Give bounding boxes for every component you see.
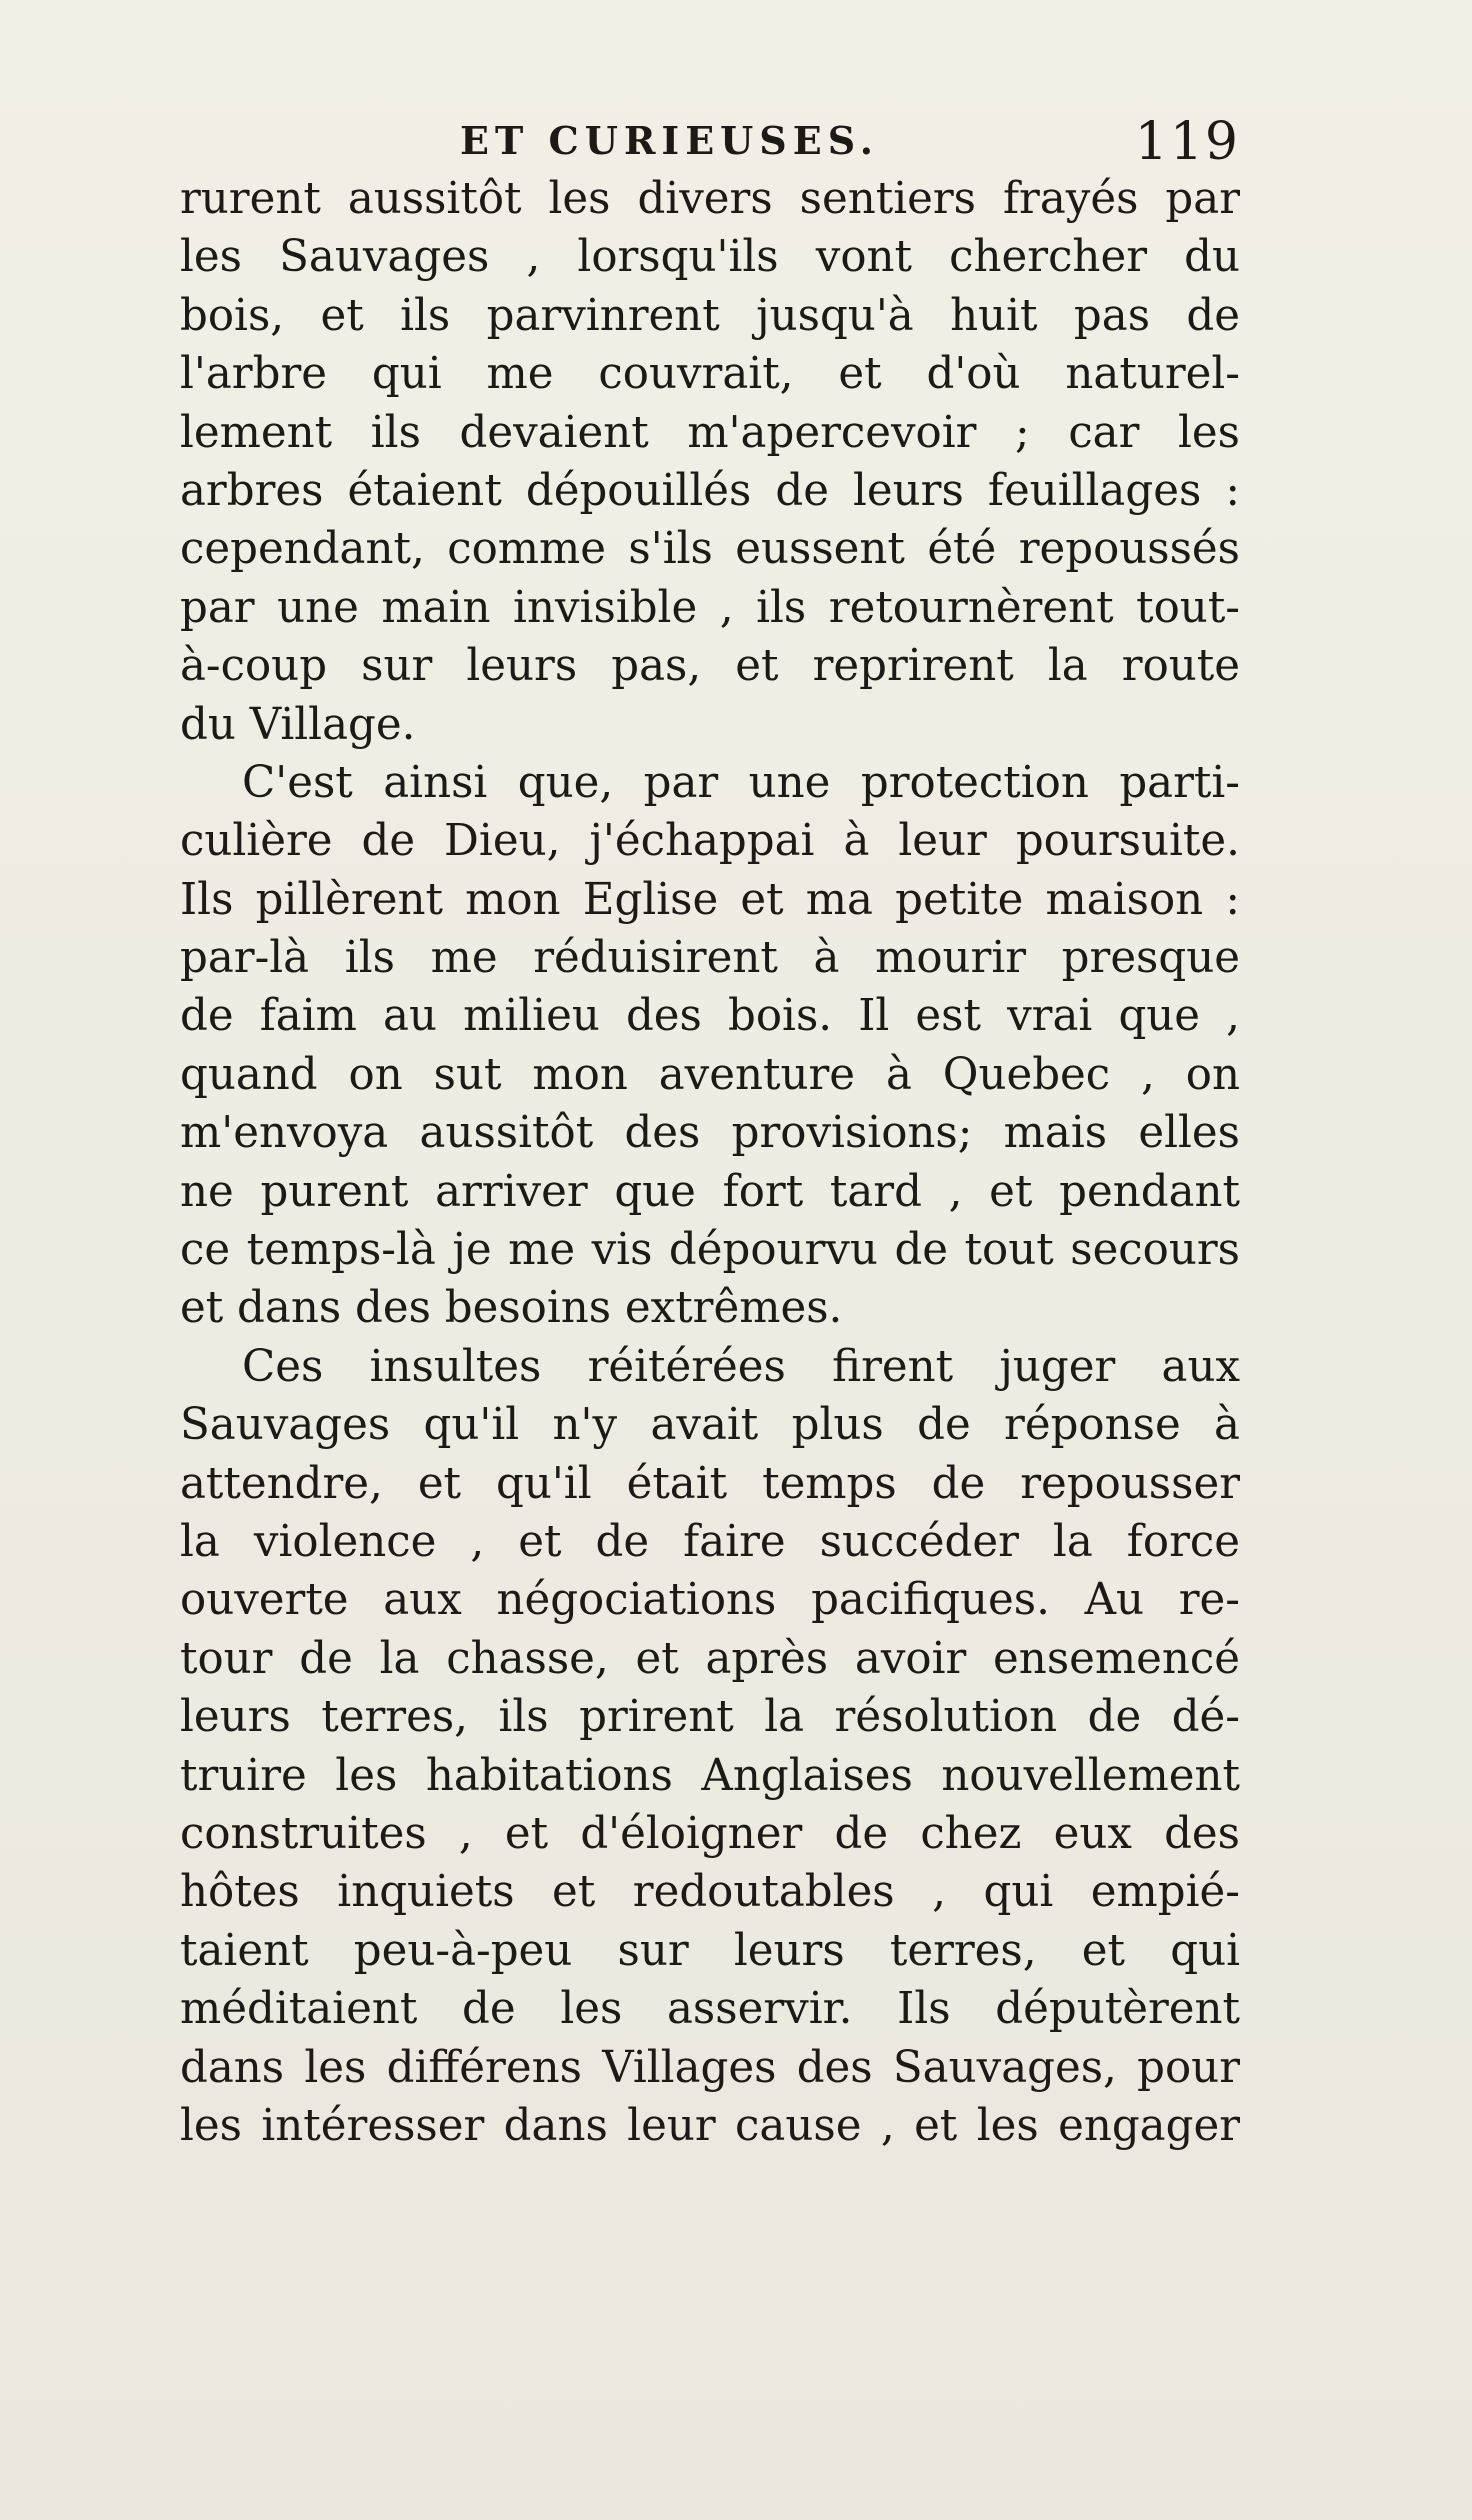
text-line: leurs terres, ils prirent la résolution de dé- [180, 1692, 1240, 1743]
text-line: ce temps-là je me vis dépourvu de tout secours [180, 1225, 1240, 1276]
text-line: méditaient de les asservir. Ils députèrent [180, 1984, 1240, 2035]
text-line: du Village. [180, 699, 416, 750]
text-line: à-coup sur leurs pas, et reprirent la route [180, 641, 1240, 692]
text-line: de faim au milieu des bois. Il est vrai que , [180, 991, 1240, 1042]
text-line: les Sauvages , lorsqu'ils vont chercher du [180, 232, 1240, 283]
body-text [180, 170, 1240, 2155]
text-line: par-là ils me réduisirent à mourir presque [180, 933, 1240, 984]
text-line: quand on sut mon aventure à Quebec , on [180, 1049, 1240, 1100]
text-line: et dans des besoins extrêmes. [180, 1283, 843, 1334]
text-line: taient peu-à-peu sur leurs terres, et qui [180, 1925, 1240, 1976]
text-line: tour de la chasse, et après avoir ensemencé [180, 1633, 1240, 1684]
text-line: cependant, comme s'ils eussent été repoussés [180, 524, 1240, 575]
paragraph-start-line: C'est ainsi que, par une protection parti- [242, 757, 1240, 808]
text-line: construites , et d'éloigner de chez eux des [180, 1808, 1240, 1859]
running-head [180, 112, 1240, 178]
running-title: ET CURIEUSES. [460, 118, 880, 163]
text-line: Sauvages qu'il n'y avait plus de réponse à [180, 1400, 1240, 1451]
text-line: truire les habitations Anglaises nouvellement [180, 1750, 1240, 1801]
text-line: ouverte aux négociations pacifiques. Au re- [180, 1575, 1240, 1626]
text-line: culière de Dieu, j'échappai à leur poursuite. [180, 816, 1240, 867]
text-line: rurent aussitôt les divers sentiers frayés par [180, 174, 1240, 224]
text-line: les intéresser dans leur cause , et les engager [180, 2100, 1240, 2151]
text-line: hôtes inquiets et redoutables , qui empié- [180, 1867, 1240, 1918]
text-line: Ils pillèrent mon Eglise et ma petite maison : [180, 874, 1240, 925]
text-line: par une main invisible , ils retournèrent tout- [180, 582, 1240, 633]
text-line: l'arbre qui me couvrait, et d'où naturel- [180, 349, 1240, 400]
text-line: attendre, et qu'il était temps de repousser [180, 1458, 1240, 1509]
page-number: 119 [1134, 112, 1240, 172]
paragraph-start-line: Ces insultes réitérées firent juger aux [242, 1341, 1240, 1392]
text-line: bois, et ils parvinrent jusqu'à huit pas de [180, 290, 1240, 341]
text-line: lement ils devaient m'apercevoir ; car les [180, 407, 1240, 458]
text-line: la violence , et de faire succéder la force [180, 1516, 1240, 1567]
text-line: dans les différens Villages des Sauvages, pour [180, 2042, 1240, 2093]
text-line: ne purent arriver que fort tard , et pendant [180, 1166, 1240, 1217]
text-line: arbres étaient dépouillés de leurs feuillages : [180, 465, 1240, 516]
text-line: m'envoya aussitôt des provisions; mais elles [180, 1108, 1240, 1159]
